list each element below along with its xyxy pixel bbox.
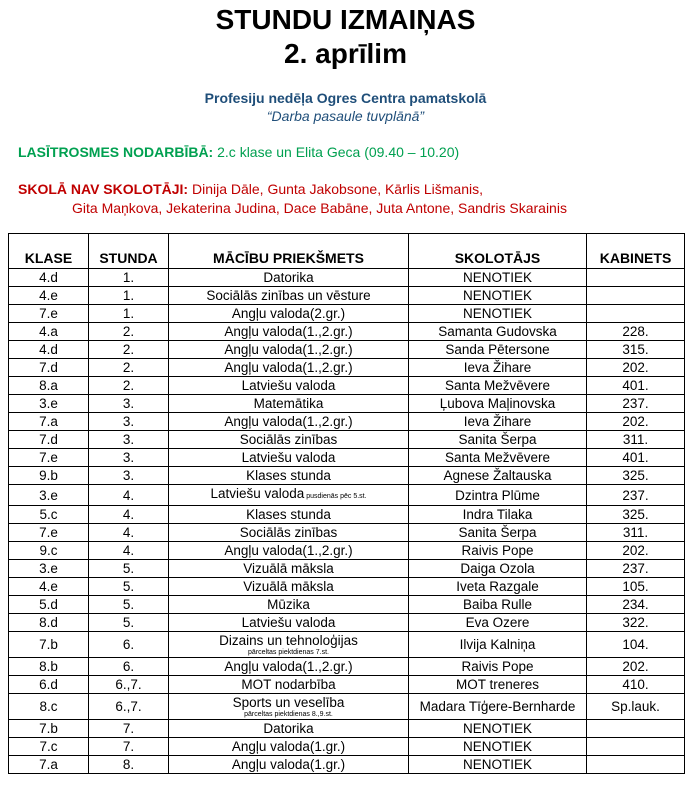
cell-kabinets: 401. <box>587 449 685 467</box>
cell-klase: 8.d <box>9 614 89 632</box>
cell-prieksmets <box>169 560 409 578</box>
cell-kabinets: 202. <box>587 658 685 676</box>
subject-name: Latviešu valoda <box>241 450 336 465</box>
cell-klase: 7.b <box>9 720 89 738</box>
cell-kabinets: 322. <box>587 614 685 632</box>
cell-stunda: 4. <box>89 524 169 542</box>
cell-skolotajs: NENOTIEK <box>409 305 587 323</box>
subject-name: Mūzika <box>267 597 310 612</box>
subject-name: Vizuālā māksla <box>243 561 334 576</box>
cell-prieksmets <box>169 413 409 431</box>
cell-kabinets: 202. <box>587 542 685 560</box>
table-row <box>9 658 685 676</box>
cell-kabinets <box>587 269 685 287</box>
table-row <box>9 287 685 305</box>
cell-stunda: 5. <box>89 614 169 632</box>
cell-skolotajs: Dzintra Plūme <box>409 485 587 506</box>
cell-kabinets: 410. <box>587 676 685 694</box>
cell-kabinets <box>587 756 685 774</box>
cell-kabinets: 237. <box>587 485 685 506</box>
subject-name: Dizains un tehnoloģijas <box>219 633 358 648</box>
cell-klase: 9.c <box>9 542 89 560</box>
subject-name: Sociālās zinības un vēsture <box>206 288 371 303</box>
table-row <box>9 323 685 341</box>
table-row <box>9 632 685 658</box>
cell-stunda: 5. <box>89 596 169 614</box>
table-row <box>9 305 685 323</box>
cell-kabinets: 311. <box>587 524 685 542</box>
cell-skolotajs: Ieva Žihare <box>409 359 587 377</box>
cell-stunda: 4. <box>89 542 169 560</box>
header-klase: KLASE <box>9 234 89 269</box>
cell-kabinets: 237. <box>587 560 685 578</box>
cell-kabinets: 325. <box>587 506 685 524</box>
cell-skolotajs: Raivis Pope <box>409 542 587 560</box>
header-stunda: STUNDA <box>89 234 169 269</box>
reading-label: LASĪTROSMES NODARBĪBĀ: <box>18 144 214 160</box>
cell-klase: 4.e <box>9 287 89 305</box>
cell-skolotajs: Sanda Pētersone <box>409 341 587 359</box>
cell-klase: 7.e <box>9 449 89 467</box>
cell-prieksmets <box>169 738 409 756</box>
cell-prieksmets <box>169 614 409 632</box>
cell-stunda: 2. <box>89 323 169 341</box>
table-row <box>9 542 685 560</box>
cell-stunda: 6. <box>89 632 169 658</box>
subject-name: Datorika <box>263 270 314 285</box>
cell-kabinets: 237. <box>587 395 685 413</box>
cell-kabinets: 234. <box>587 596 685 614</box>
reading-text: 2.c klase un Elita Geca (09.40 – 10.20) <box>213 144 460 160</box>
cell-kabinets: 202. <box>587 413 685 431</box>
table-row <box>9 524 685 542</box>
cell-kabinets: 401. <box>587 377 685 395</box>
cell-stunda: 3. <box>89 467 169 485</box>
header-prieksmets: MĀCĪBU PRIEKŠMETS <box>169 234 409 269</box>
subject-name: Klases stunda <box>246 507 331 522</box>
cell-prieksmets <box>169 287 409 305</box>
cell-stunda: 4. <box>89 485 169 506</box>
cell-prieksmets <box>169 542 409 560</box>
cell-kabinets <box>587 738 685 756</box>
cell-stunda: 3. <box>89 431 169 449</box>
cell-kabinets: 315. <box>587 341 685 359</box>
subject-name: Latviešu valoda <box>241 615 336 630</box>
cell-skolotajs: Santa Mežvēvere <box>409 449 587 467</box>
header-skolotajs: SKOLOTĀJS <box>409 234 587 269</box>
cell-skolotajs: Ļubova Maļinovska <box>409 395 587 413</box>
cell-prieksmets <box>169 449 409 467</box>
cell-skolotajs: Eva Ozere <box>409 614 587 632</box>
table-row <box>9 359 685 377</box>
cell-kabinets <box>587 287 685 305</box>
cell-kabinets: 325. <box>587 467 685 485</box>
subject-note: pārceltas piektdienas 7.st. <box>248 649 329 656</box>
subject-note: pusdienās pēc 5.st. <box>304 493 367 500</box>
table-row <box>9 694 685 720</box>
cell-kabinets: 104. <box>587 632 685 658</box>
page-date: 2. aprīlim <box>284 38 407 69</box>
subject-name: Klases stunda <box>246 468 331 483</box>
cell-klase: 4.d <box>9 341 89 359</box>
cell-skolotajs: Ilvija Kalniņa <box>409 632 587 658</box>
subject-name: Matemātika <box>253 396 324 411</box>
cell-klase: 8.a <box>9 377 89 395</box>
cell-prieksmets <box>169 694 409 720</box>
cell-klase: 8.c <box>9 694 89 720</box>
cell-klase: 6.d <box>9 676 89 694</box>
subject-name: Angļu valoda(1.,2.gr.) <box>224 414 353 429</box>
cell-prieksmets <box>169 658 409 676</box>
table-row <box>9 395 685 413</box>
cell-prieksmets <box>169 632 409 658</box>
cell-klase: 7.d <box>9 431 89 449</box>
cell-stunda: 3. <box>89 449 169 467</box>
table-row <box>9 720 685 738</box>
table-row <box>9 596 685 614</box>
cell-skolotajs: Raivis Pope <box>409 658 587 676</box>
cell-stunda: 1. <box>89 305 169 323</box>
cell-stunda: 1. <box>89 287 169 305</box>
table-row <box>9 431 685 449</box>
cell-kabinets: 311. <box>587 431 685 449</box>
subject-name: Angļu valoda(1.,2.gr.) <box>224 342 353 357</box>
table-body <box>9 269 685 774</box>
subject-name: MOT nodarbība <box>241 677 336 692</box>
cell-stunda: 5. <box>89 578 169 596</box>
cell-skolotajs: Ieva Žihare <box>409 413 587 431</box>
cell-klase: 7.c <box>9 738 89 756</box>
cell-skolotajs: Agnese Žaltauska <box>409 467 587 485</box>
table-row <box>9 341 685 359</box>
cell-prieksmets <box>169 596 409 614</box>
cell-klase: 4.a <box>9 323 89 341</box>
subject-name: Angļu valoda(1.,2.gr.) <box>224 543 353 558</box>
table-row <box>9 449 685 467</box>
cell-stunda: 7. <box>89 738 169 756</box>
cell-klase: 5.c <box>9 506 89 524</box>
cell-stunda: 6. <box>89 658 169 676</box>
cell-prieksmets <box>169 269 409 287</box>
cell-skolotajs: Daiga Ozola <box>409 560 587 578</box>
cell-skolotajs: Santa Mežvēvere <box>409 377 587 395</box>
subject-name: Angļu valoda(1.gr.) <box>231 739 346 754</box>
subject-name: Angļu valoda(1.,2.gr.) <box>224 360 353 375</box>
cell-prieksmets <box>169 756 409 774</box>
cell-stunda: 5. <box>89 560 169 578</box>
cell-skolotajs: Baiba Rulle <box>409 596 587 614</box>
cell-skolotajs: Samanta Gudovska <box>409 323 587 341</box>
table-row <box>9 413 685 431</box>
cell-skolotajs: NENOTIEK <box>409 756 587 774</box>
table-header-row <box>9 234 685 269</box>
table-row <box>9 506 685 524</box>
subject-name: Latviešu valoda <box>210 486 305 501</box>
cell-klase: 4.e <box>9 578 89 596</box>
cell-prieksmets <box>169 395 409 413</box>
table-row <box>9 467 685 485</box>
cell-klase: 7.e <box>9 305 89 323</box>
cell-prieksmets <box>169 676 409 694</box>
table-row <box>9 485 685 506</box>
cell-skolotajs: NENOTIEK <box>409 738 587 756</box>
subject-name: Angļu valoda(2.gr.) <box>231 306 346 321</box>
subject-name: Sports un veselība <box>232 695 345 710</box>
schedule-changes-table <box>8 233 685 774</box>
cell-prieksmets <box>169 341 409 359</box>
cell-stunda: 3. <box>89 413 169 431</box>
table-row <box>9 738 685 756</box>
cell-kabinets <box>587 720 685 738</box>
cell-prieksmets <box>169 578 409 596</box>
cell-klase: 7.a <box>9 413 89 431</box>
reading-notice <box>18 144 459 160</box>
header-kabinets: KABINETS <box>587 234 685 269</box>
subject-name: Latviešu valoda <box>241 378 336 393</box>
cell-klase: 7.a <box>9 756 89 774</box>
cell-skolotajs: NENOTIEK <box>409 269 587 287</box>
absent-line1: Dinija Dāle, Gunta Jakobsone, Kārlis Lišmanis, <box>188 181 483 197</box>
cell-skolotajs: Madara Tīģere-Bernharde <box>409 694 587 720</box>
cell-prieksmets <box>169 506 409 524</box>
cell-prieksmets <box>169 305 409 323</box>
cell-klase: 7.e <box>9 524 89 542</box>
subject-name: Angļu valoda(1.,2.gr.) <box>224 324 353 339</box>
cell-skolotajs: Iveta Razgale <box>409 578 587 596</box>
cell-klase: 3.e <box>9 560 89 578</box>
cell-stunda: 2. <box>89 359 169 377</box>
cell-klase: 7.d <box>9 359 89 377</box>
cell-skolotajs: MOT treneres <box>409 676 587 694</box>
cell-klase: 7.b <box>9 632 89 658</box>
cell-stunda: 7. <box>89 720 169 738</box>
cell-klase: 3.e <box>9 395 89 413</box>
cell-skolotajs: NENOTIEK <box>409 720 587 738</box>
cell-klase: 5.d <box>9 596 89 614</box>
table-row <box>9 756 685 774</box>
absent-teachers <box>18 180 567 218</box>
cell-stunda: 2. <box>89 377 169 395</box>
cell-klase: 3.e <box>9 485 89 506</box>
cell-kabinets: 202. <box>587 359 685 377</box>
event-subtitle: Profesiju nedēļa Ogres Centra pamatskolā <box>204 90 487 106</box>
event-motto: “Darba pasaule tuvplānā” <box>266 108 425 124</box>
cell-stunda: 8. <box>89 756 169 774</box>
subject-name: Datorika <box>263 721 314 736</box>
subject-note: pārceltas piektdienas 8.,9.st. <box>244 711 333 718</box>
cell-klase: 9.b <box>9 467 89 485</box>
cell-klase: 8.b <box>9 658 89 676</box>
cell-prieksmets <box>169 359 409 377</box>
subject-name: Sociālās zinības <box>239 525 338 540</box>
cell-prieksmets <box>169 524 409 542</box>
table-row <box>9 614 685 632</box>
cell-stunda: 6.,7. <box>89 694 169 720</box>
cell-prieksmets <box>169 377 409 395</box>
table-row <box>9 377 685 395</box>
cell-stunda: 2. <box>89 341 169 359</box>
cell-prieksmets <box>169 485 409 506</box>
absent-line2: Gita Maņkova, Jekaterina Judina, Dace Babāne, Juta Antone, Sandris Skarainis <box>72 200 567 216</box>
page-title: STUNDU IZMAIŅAS <box>215 4 476 35</box>
cell-kabinets: Sp.lauk. <box>587 694 685 720</box>
cell-skolotajs: NENOTIEK <box>409 287 587 305</box>
cell-prieksmets <box>169 431 409 449</box>
subject-name: Sociālās zinības <box>239 432 338 447</box>
table-row <box>9 269 685 287</box>
cell-kabinets: 105. <box>587 578 685 596</box>
table-row <box>9 560 685 578</box>
cell-kabinets: 228. <box>587 323 685 341</box>
cell-stunda: 1. <box>89 269 169 287</box>
cell-stunda: 6.,7. <box>89 676 169 694</box>
cell-klase: 4.d <box>9 269 89 287</box>
cell-prieksmets <box>169 720 409 738</box>
table-row <box>9 578 685 596</box>
cell-skolotajs: Sanita Šerpa <box>409 431 587 449</box>
cell-prieksmets <box>169 467 409 485</box>
cell-prieksmets <box>169 323 409 341</box>
absent-label: SKOLĀ NAV SKOLOTĀJI: <box>18 181 189 197</box>
subject-name: Angļu valoda(1.gr.) <box>231 757 346 772</box>
subject-name: Vizuālā māksla <box>243 579 334 594</box>
cell-stunda: 3. <box>89 395 169 413</box>
cell-kabinets <box>587 305 685 323</box>
table-row <box>9 676 685 694</box>
cell-skolotajs: Indra Tilaka <box>409 506 587 524</box>
cell-skolotajs: Sanita Šerpa <box>409 524 587 542</box>
cell-stunda: 4. <box>89 506 169 524</box>
subject-name: Angļu valoda(1.,2.gr.) <box>224 659 353 674</box>
